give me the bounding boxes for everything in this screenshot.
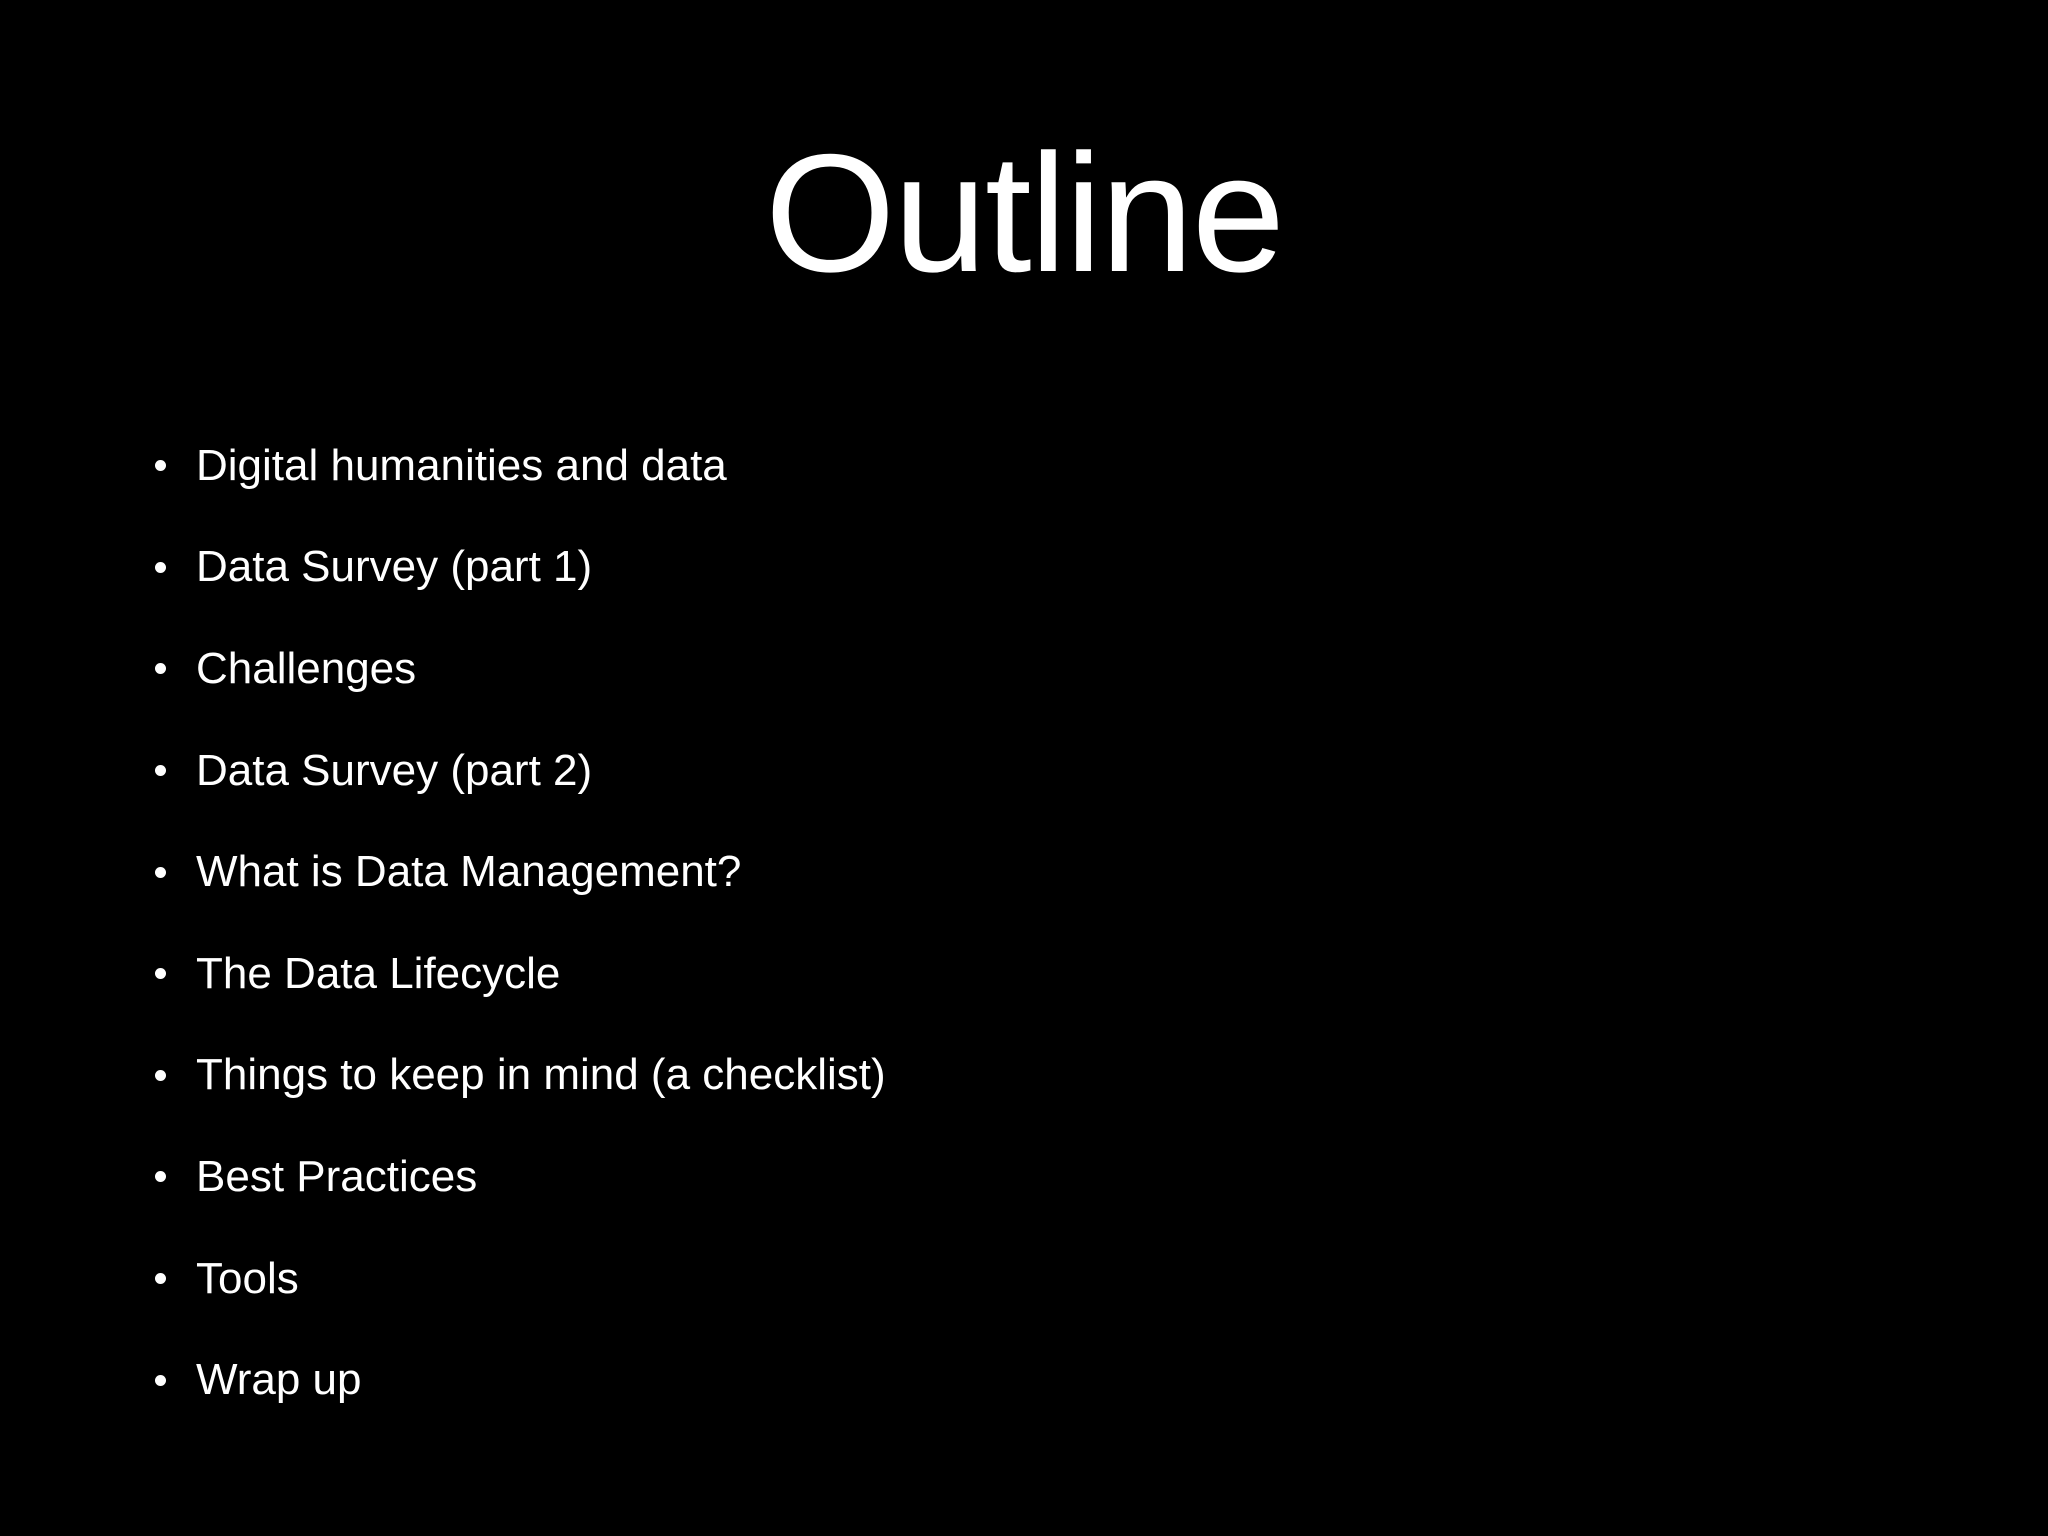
list-item-label: Tools xyxy=(196,1253,299,1303)
list-item-label: The Data Lifecycle xyxy=(196,948,561,998)
list-item-label: Digital humanities and data xyxy=(196,440,727,490)
list-item xyxy=(155,821,886,923)
slide-title: Outline xyxy=(764,119,1284,307)
list-item xyxy=(155,720,886,822)
bullet-dot-icon xyxy=(155,1273,166,1284)
list-item xyxy=(155,415,886,517)
list-item-label: Data Survey (part 1) xyxy=(196,542,593,592)
bullet-dot-icon xyxy=(155,460,166,471)
bullet-dot-icon xyxy=(155,1171,166,1182)
bullet-dot-icon xyxy=(155,867,166,878)
list-item-label: Best Practices xyxy=(196,1151,478,1201)
bullet-dot-icon xyxy=(155,562,166,573)
bullet-dot-icon xyxy=(155,968,166,979)
list-item-label: Things to keep in mind (a checklist) xyxy=(196,1050,886,1100)
bullet-dot-icon xyxy=(155,1375,166,1386)
outline-list xyxy=(155,415,886,1431)
list-item xyxy=(155,1025,886,1127)
bullet-dot-icon xyxy=(155,1070,166,1081)
bullet-dot-icon xyxy=(155,663,166,674)
list-item xyxy=(155,517,886,619)
list-item xyxy=(155,618,886,720)
list-item xyxy=(155,1228,886,1330)
list-item xyxy=(155,1329,886,1431)
list-item-label: Wrap up xyxy=(196,1355,362,1405)
list-item-label: Challenges xyxy=(196,643,417,693)
list-item xyxy=(155,1126,886,1228)
list-item xyxy=(155,923,886,1025)
list-item-label: Data Survey (part 2) xyxy=(196,745,593,795)
list-item-label: What is Data Management? xyxy=(196,847,742,897)
bullet-dot-icon xyxy=(155,765,166,776)
